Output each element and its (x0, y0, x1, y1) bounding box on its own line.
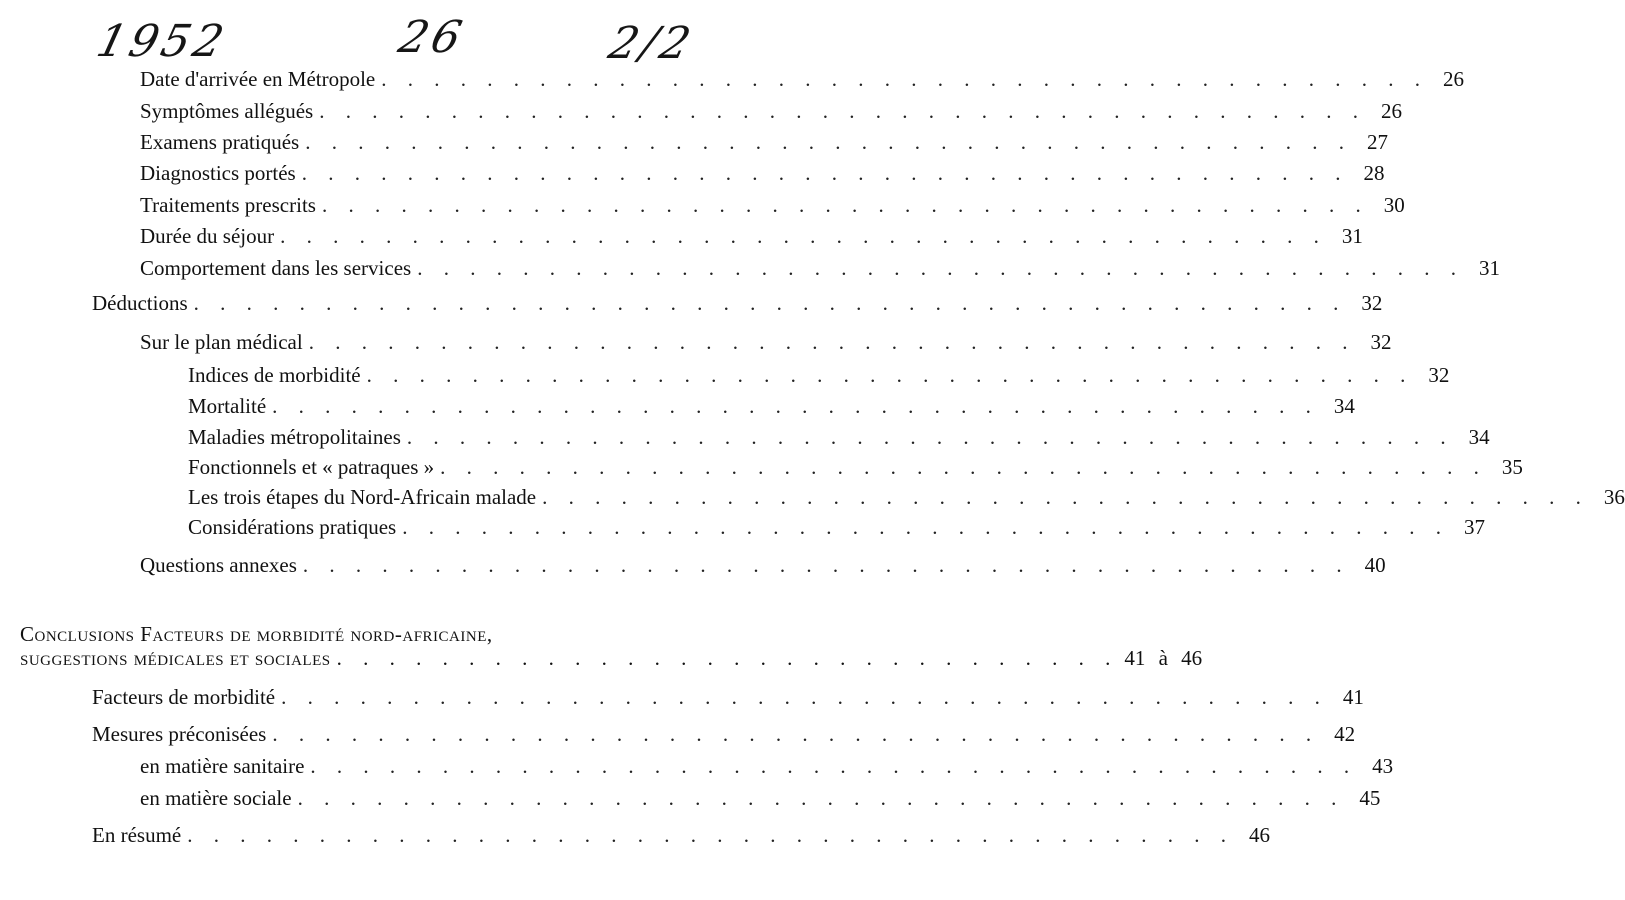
toc-entry-title: Mesures préconisées (92, 722, 267, 746)
dot-leader: . . . . . . . . . . . . . . . . . . . . . . . . . . . . . . . . . . . . . . . . . . . . (193, 291, 1347, 315)
toc-entry-title: Les trois étapes du Nord-Africain malade (188, 485, 537, 509)
dot-leader: . . . . . . . . . . . . . . . . . . . . . . . . . . . . . . . . . . . . . . . . (280, 224, 1327, 248)
dot-leader: . . . . . . . . . . . . . . . . . . . . . . . . . . . . . . . . . . . . . . . . (321, 193, 1369, 217)
toc-entry-title: Facteurs de morbidité (92, 685, 276, 709)
toc-entry-title: en matière sanitaire (140, 754, 305, 778)
toc-entry (140, 552, 1386, 578)
toc-entry-title: Date d'arrivée en Métropole (140, 67, 376, 91)
conclusions-subheading: suggestions médicales et sociales (20, 646, 331, 670)
dot-leader: . . . . . . . . . . . . . . . . . . . . . . . . . . . . . . . . . . . . . . . . (366, 363, 1414, 387)
toc-entry-title: Maladies métropolitaines (188, 425, 401, 449)
toc-entry-title: Sur le plan médical (140, 330, 303, 354)
toc-entry (92, 684, 1364, 710)
dot-leader: . . . . . . . . . . . . . . . . . . . . . . . . . . . . . . . . . . . . . . . . (302, 553, 1350, 577)
dot-leader: . . . . . . . . . . . . . . . . . . . . . . . . . . . . . . (336, 646, 1119, 670)
toc-entry (140, 785, 1381, 811)
dot-leader: . . . . . . . . . . . . . . . . . . . . . . . . . . . . . . . . . . . . . . . . (440, 455, 1487, 479)
toc-entry-title: Comportement dans les services (140, 256, 412, 280)
toc-entry-page: 34 (1468, 425, 1490, 449)
toc-entry (188, 514, 1485, 540)
dot-leader: . . . . . . . . . . . . . . . . . . . . . . . . . . . . . . . . . . . . . . . . (272, 722, 1320, 746)
toc-entry-title: En résumé (92, 823, 182, 847)
conclusions-page-range: 41 à 46 (1124, 646, 1203, 670)
toc-entry-page: 36 (1603, 485, 1625, 509)
dot-leader: . . . . . . . . . . . . . . . . . . . . . . . . . . . . . . . . . . . . . . . . (301, 161, 1349, 185)
toc-entry (92, 290, 1383, 316)
dot-leader: . . . . . . . . . . . . . . . . . . . . . . . . . . . . . . . . . . . . . . . . (402, 515, 1449, 539)
dot-leader: . . . . . . . . . . . . . . . . . . . . . . . . . . . . . . . . . . . . . . . . (305, 130, 1352, 154)
toc-entry (92, 822, 1270, 848)
toc-entry-page: 41 (1342, 685, 1364, 709)
toc-entry (188, 362, 1450, 388)
toc-entry-page: 40 (1364, 553, 1386, 577)
dot-leader: . . . . . . . . . . . . . . . . . . . . . . . . . . . . . . . . . . . . . . . . (310, 754, 1358, 778)
toc-entry-title: Indices de morbidité (188, 363, 361, 387)
toc-entry (92, 721, 1356, 747)
conclusions-subheading-row (20, 646, 1203, 670)
toc-entry-title: Considérations pratiques (188, 515, 397, 539)
toc-entry-page: 31 (1478, 256, 1500, 280)
toc-entry-page: 32 (1428, 363, 1450, 387)
dot-leader: . . . . . . . . . . . . . . . . . . . . . . . . . . . . . . . . . . . . . . . . (297, 786, 1345, 810)
dot-leader: . . . . . . . . . . . . . . . . . . . . . . . . . . . . . . . . . . . . . . . . (542, 485, 1589, 509)
toc-entry-page: 30 (1383, 193, 1405, 217)
dot-leader: . . . . . . . . . . . . . . . . . . . . . . . . . . . . . . . . . . . . . . . . (406, 425, 1454, 449)
toc-entry (188, 454, 1523, 480)
toc-entry-title: Symptômes allégués (140, 99, 314, 123)
dot-leader: . . . . . . . . . . . . . . . . . . . . . . . . . . . . . . . . . . . . . . . . (187, 823, 1234, 847)
toc-entry-title: Durée du séjour (140, 224, 275, 248)
toc-entry-page: 27 (1366, 130, 1388, 154)
handwritten-fraction: 2/2 (603, 18, 700, 69)
toc-entry-title: Diagnostics portés (140, 161, 296, 185)
toc-entry (140, 160, 1385, 186)
toc-entry-title: Fonctionnels et « patraques » (188, 455, 435, 479)
toc-entry-page: 46 (1248, 823, 1270, 847)
toc-entry-title: en matière sociale (140, 786, 292, 810)
handwritten-page-number: 26 (393, 12, 471, 63)
dot-leader: . . . . . . . . . . . . . . . . . . . . . . . . . . . . . . . . . . . . . . . . (319, 99, 1366, 123)
dot-leader: . . . . . . . . . . . . . . . . . . . . . . . . . . . . . . . . . . . . . . . . (281, 685, 1328, 709)
toc-entry-page: 37 (1463, 515, 1485, 539)
toc-entry-page: 32 (1370, 330, 1392, 354)
toc-entry-page: 35 (1501, 455, 1523, 479)
toc-entry-title: Mortalité (188, 394, 267, 418)
toc-entry (140, 223, 1363, 249)
conclusions-heading: Conclusions Facteurs de morbidité nord-africaine, (20, 622, 493, 646)
toc-entry (140, 66, 1465, 92)
toc-entry-title: Questions annexes (140, 553, 297, 577)
dot-leader: . . . . . . . . . . . . . . . . . . . . . . . . . . . . . . . . . . . . . . . . (417, 256, 1464, 280)
dot-leader: . . . . . . . . . . . . . . . . . . . . . . . . . . . . . . . . . . . . . . . . (272, 394, 1319, 418)
dot-leader: . . . . . . . . . . . . . . . . . . . . . . . . . . . . . . . . . . . . . . . . (381, 67, 1429, 91)
toc-entry (140, 255, 1500, 281)
toc-entry-page: 26 (1380, 99, 1402, 123)
toc-entry-page: 34 (1333, 394, 1355, 418)
toc-entry (140, 129, 1388, 155)
toc-entry-page: 42 (1334, 722, 1356, 746)
toc-entry-page: 43 (1372, 754, 1394, 778)
toc-entry-page: 32 (1361, 291, 1383, 315)
toc-entry-title: Traitements prescrits (140, 193, 316, 217)
dot-leader: . . . . . . . . . . . . . . . . . . . . . . . . . . . . . . . . . . . . . . . . (308, 330, 1356, 354)
handwritten-year: 1952 (91, 16, 233, 67)
toc-entry (140, 329, 1392, 355)
toc-entry-title: Examens pratiqués (140, 130, 300, 154)
toc-entry-page: 28 (1363, 161, 1385, 185)
toc-entry-page: 31 (1341, 224, 1363, 248)
toc-entry (140, 192, 1405, 218)
toc-entry (188, 484, 1625, 510)
toc-entry (140, 98, 1402, 124)
toc-entry-page: 45 (1359, 786, 1381, 810)
toc-entry (140, 753, 1394, 779)
toc-entry-title: Déductions (92, 291, 188, 315)
toc-entry (188, 424, 1490, 450)
toc-entry (188, 393, 1355, 419)
toc-entry-page: 26 (1443, 67, 1465, 91)
